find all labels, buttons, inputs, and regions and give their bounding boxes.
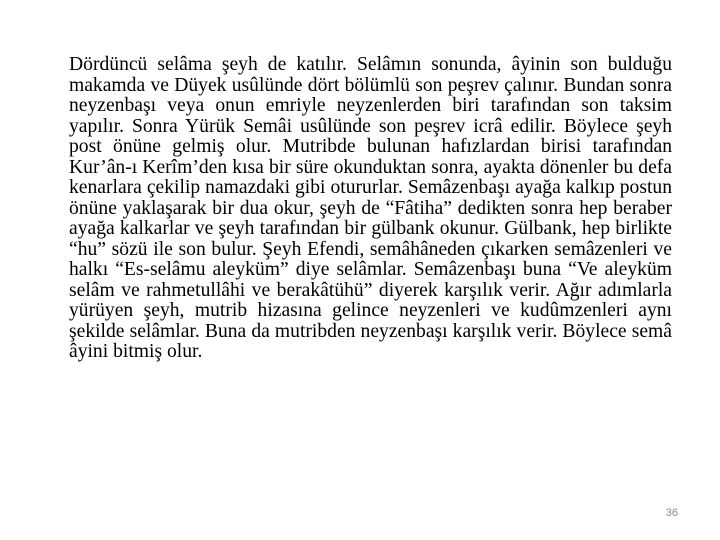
body-paragraph: Dördüncü selâma şeyh de katılır. Selâmın sonunda, âyinin son bulduğu makamda ve Düyek usûlünde dört bölümlü son peşrev çalınır. Bundan sonra neyzenbaşı veya onun emriyle neyzenlerden biri tarafından son taksim yapılır. Sonra Yürük Semâi usûlünde son peşrev icrâ edilir. Böylece şeyh post önüne gelmiş olur. Mutribde bulunan hafızlardan birisi tarafından Kur’ân-ı Kerîm’den kısa bir süre okunduktan sonra, ayakta dönenler bu defa kenarlara çekilip namazdaki gibi otururlar. Semâzenbaşı ayağa kalkıp postun önüne yaklaşarak bir dua okur, şeyh de “Fâtiha” dedikten sonra hep beraber ayağa kalkarlar ve şeyh tarafından bir gülbank okunur. Gülbank, hep birlikte “hu” sözü ile son bulur. Şeyh Efendi, semâhâneden çıkarken semâzenleri ve halkı “Es-selâmu aleyküm” diye selâmlar. Semâzenbaşı buna “Ve aleyküm selâm ve rahmetullâhi ve berakâtühü” diyerek karşılık verir. Ağır adımlarla yürüyen şeyh, mutrib hizasına gelince neyzenleri ve kudûmzenleri aynı şekilde selâmlar. Buna da mutribden neyzenbaşı karşılık verir. Böylece semâ âyini bitmiş olur.: [69, 54, 672, 362]
page-number: 36: [665, 507, 678, 519]
